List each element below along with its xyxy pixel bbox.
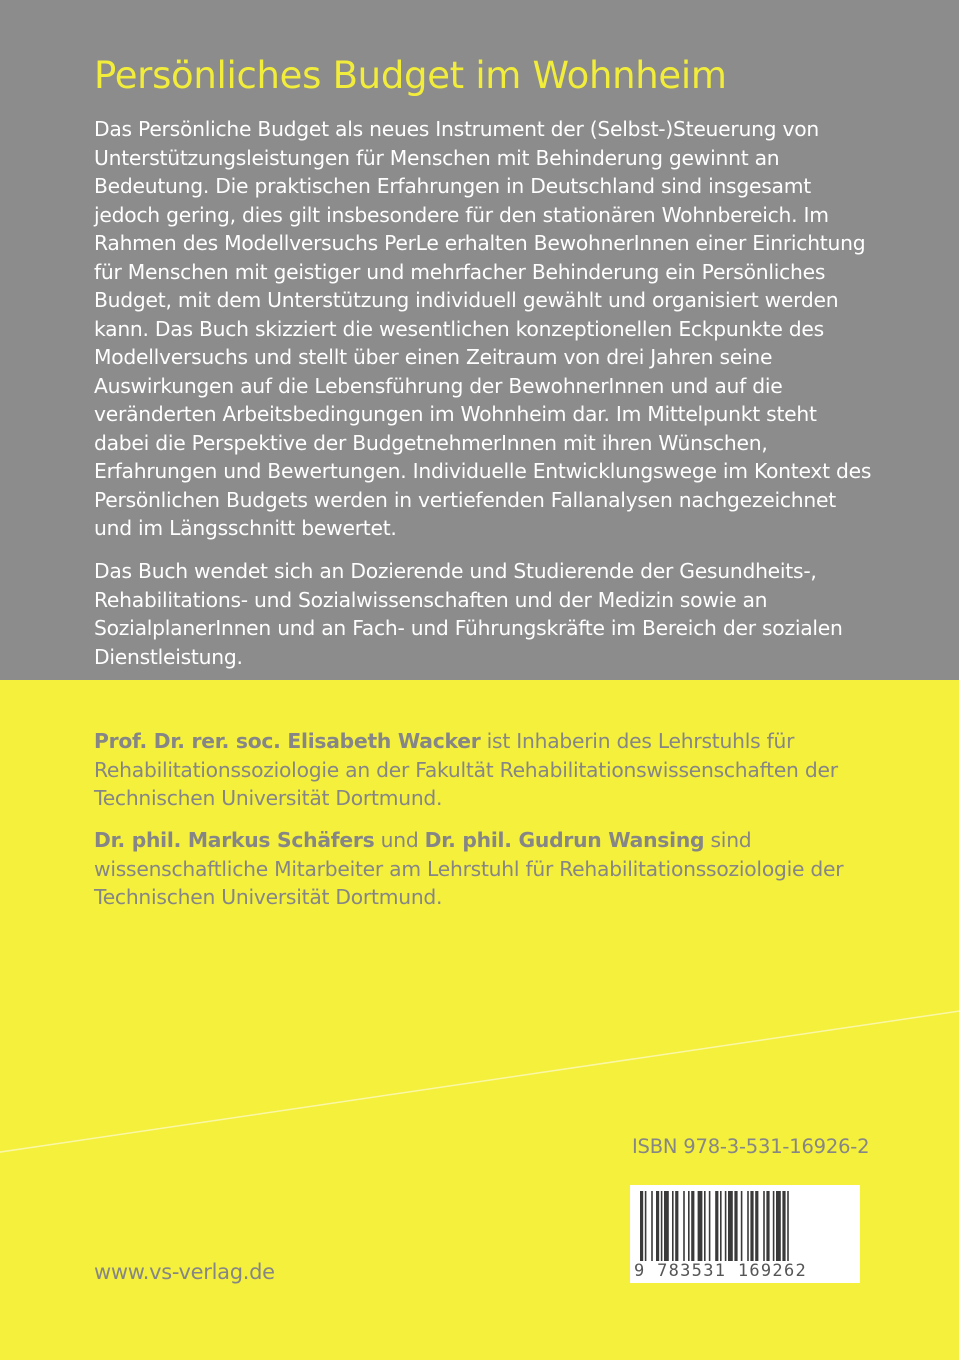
barcode-bar <box>773 1191 775 1261</box>
barcode-bar <box>704 1191 706 1261</box>
barcode-bar <box>656 1191 659 1261</box>
barcode-bar <box>645 1191 647 1261</box>
author-join-text: und <box>374 828 425 852</box>
barcode-bar <box>698 1191 703 1261</box>
barcode-bar <box>688 1191 690 1261</box>
barcode-digits: 9 783531 169262 <box>634 1261 808 1281</box>
barcode <box>630 1185 860 1283</box>
barcode-bar <box>750 1191 753 1261</box>
barcode-bar <box>782 1191 785 1261</box>
lower-yellow-panel <box>0 680 959 1360</box>
barcode-bar <box>728 1191 733 1261</box>
author-bio-1 <box>94 727 884 813</box>
barcode-bar <box>640 1191 643 1261</box>
barcode-bar <box>691 1191 694 1261</box>
barcode-bar <box>651 1191 653 1261</box>
author-bio-text: sind wissenschaftliche Mitarbeiter am Lehrstuhl für Rehabilitationssoziologie der Technischen Universität Dortmund. <box>94 828 844 909</box>
book-title: Persönliches Budget im Wohnheim <box>94 54 727 97</box>
isbn-label: ISBN 978-3-531-16926-2 <box>632 1135 870 1158</box>
barcode-bar <box>763 1191 765 1261</box>
barcode-bar <box>661 1191 663 1261</box>
barcode-bar <box>747 1191 749 1261</box>
barcode-bar <box>664 1191 669 1261</box>
publisher-website: www.vs-verlag.de <box>94 1260 275 1284</box>
barcode-bar <box>683 1191 685 1261</box>
author-bio-text: ist Inhaberin des Lehrstuhls für Rehabilitationssoziologie an der Fakultät Rehabilitationswissenschaften der Technischen Universität Dortmund. <box>94 729 838 810</box>
blurb-paragraph-2: Das Buch wendet sich an Dozierende und Studierende der Gesundheits-, Rehabilitations- und Sozialwissenschaften und der Medizin sowie an SozialplanerInnen und an Fach- und Führungskräfte im Bereich der sozialen Dienstleistung. <box>94 559 843 669</box>
author-bio-2 <box>94 826 884 912</box>
barcode-bar <box>720 1191 722 1261</box>
barcode-bar <box>766 1191 769 1261</box>
blurb-paragraph-1: Das Persönliche Budget als neues Instrument der (Selbst-)Steuerung von Unterstützungsleistungen für Menschen mit Behinderung gewinnt an Bedeutung. Die praktischen Erfahrungen in Deutschland sind insgesamt jedoch gering, dies gilt insbesondere für den stationären Wohnbereich. Im Rahmen des Modellversuchs PerLe erhalten BewohnerInnen einer Einrichtung für Menschen mit geistiger und mehrfacher Behinderung ein Persönliches Budget, mit dem Unterstützung individuell gewählt und organisiert werden kann. Das Buch skizziert die wesentlichen konzeptionellen Eckpunkte des Modellversuchs und stellt über einen Zeitraum von drei Jahren seine Auswirkungen auf die Lebensführung der BewohnerInnen und auf die veränderten Arbeitsbedingungen im Wohnheim dar. Im Mittelpunkt steht dabei die Perspektive der BudgetnehmerInnen mit ihren Wünschen, Erfahrungen und Bewertungen. Individuelle Entwicklungswege im Kontext des Persönlichen Budgets werden in vertiefenden Fallanalysen nachgezeichnet und im Längsschnitt bewertet. <box>94 117 872 540</box>
barcode-bar <box>709 1191 711 1261</box>
barcode-bar <box>734 1191 737 1261</box>
author-name: Dr. phil. Gudrun Wansing <box>424 828 705 852</box>
barcode-bar <box>776 1191 781 1261</box>
author-name: Dr. phil. Markus Schäfers <box>94 828 375 852</box>
barcode-bar <box>787 1191 789 1261</box>
barcode-bar <box>672 1191 674 1261</box>
barcode-bar <box>755 1191 758 1261</box>
barcode-bar <box>741 1191 743 1261</box>
author-name: Prof. Dr. rer. soc. Elisabeth Wacker <box>94 729 481 753</box>
barcode-bar <box>725 1191 727 1261</box>
barcode-bar <box>715 1191 718 1261</box>
barcode-bar <box>675 1191 678 1261</box>
